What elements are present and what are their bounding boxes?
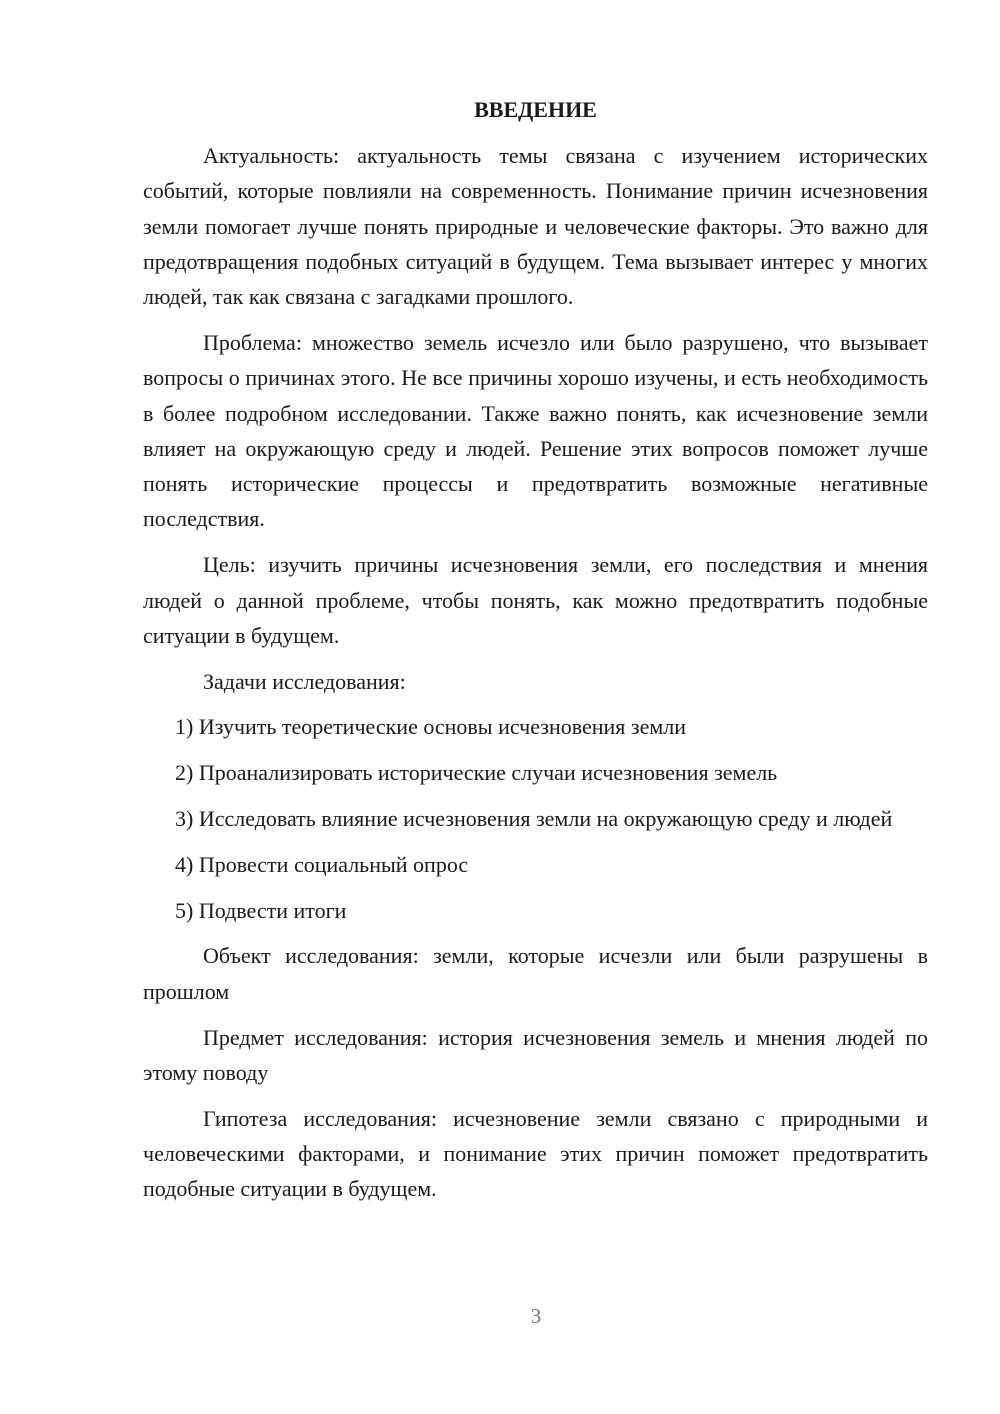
task-item: 4) Провести социальный опрос: [175, 851, 469, 877]
tasks-heading: Задачи исследования:: [203, 668, 406, 694]
problem-paragraph: Проблема: множество земель исчезло или было разрушено, что вызывает вопросы о причинах этого. Не все причины хорошо изучены, и есть необходимость в более подробном исследовании. Также важно понять, как исчезновение земли влияет на окружающую среду и людей. Решение этих вопросов поможет лучше понять исторические процессы и предотвратить возможные негативные последствия.: [143, 329, 928, 532]
task-item: 5) Подвести итоги: [175, 897, 347, 923]
task-item: 1) Изучить теоретические основы исчезновения земли: [175, 714, 687, 740]
page-number: 3: [530, 1304, 542, 1328]
object-paragraph: Объект исследования: земли, которые исчезли или были разрушены в прошлом: [143, 943, 928, 1004]
relevance-paragraph: Актуальность: актуальность темы связана с изучением исторических событий, которые повлияли на современность. Понимание причин исчезновения земли помогает лучше понять природные и человеческие факторы. Это важно для предотвращения подобных ситуаций в будущем. Тема вызывает интерес у многих людей, так как связана с загадками прошлого.: [143, 143, 928, 310]
hypothesis-paragraph: Гипотеза исследования: исчезновение земли связано с природными и человеческими факторами, и понимание этих причин поможет предотвратить подобные ситуации в будущем.: [143, 1105, 928, 1202]
goal-paragraph: Цель: изучить причины исчезновения земли, его последствия и мнения людей о данной проблеме, чтобы понять, как можно предотвратить подобные ситуации в будущем.: [143, 552, 928, 648]
task-item: 2) Проанализировать исторические случаи исчезновения земель: [175, 760, 778, 786]
document-page: [143, 94, 928, 1217]
subject-paragraph: Предмет исследования: история исчезновения земель и мнения людей по этому поводу: [143, 1024, 928, 1085]
section-title: ВВЕДЕНИЕ: [474, 97, 597, 122]
task-item: 3) Исследовать влияние исчезновения земли на окружающую среду и людей: [175, 806, 893, 832]
